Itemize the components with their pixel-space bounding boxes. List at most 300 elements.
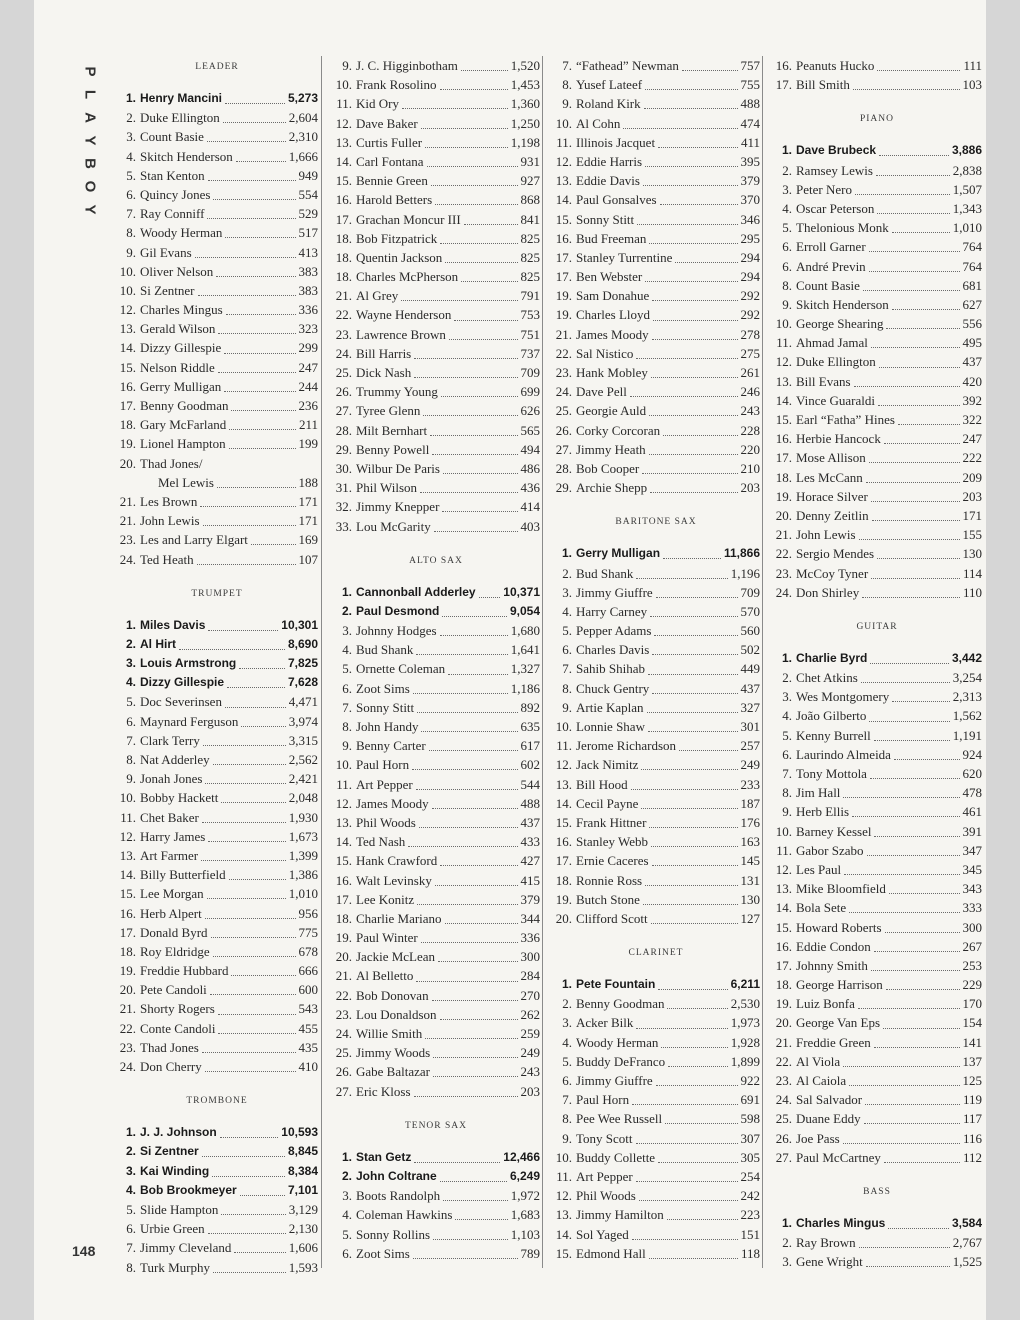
entry-votes: 927 bbox=[520, 173, 540, 189]
entry-rank: 9. bbox=[562, 1130, 572, 1146]
leader-dots bbox=[225, 697, 286, 708]
entry-name: Georgie Auld bbox=[576, 403, 647, 419]
entry-votes: 253 bbox=[962, 957, 982, 973]
leader-dots bbox=[224, 343, 295, 354]
poll-entry bbox=[772, 506, 982, 525]
poll-entry bbox=[772, 879, 982, 898]
entry-rank: 3. bbox=[342, 1188, 352, 1204]
entry-votes: 1,399 bbox=[288, 847, 318, 863]
entry-name: Zoot Sims bbox=[356, 1245, 410, 1261]
leader-dots bbox=[442, 606, 507, 617]
leader-dots bbox=[449, 329, 518, 340]
entry-name: Vince Guaraldi bbox=[796, 392, 875, 408]
entry-votes: 1,525 bbox=[952, 1254, 982, 1270]
entry-rank: 21. bbox=[555, 326, 572, 342]
entry-name: Sahib Shihab bbox=[576, 661, 645, 677]
poll-entry bbox=[116, 338, 318, 357]
leader-dots bbox=[203, 735, 286, 746]
entry-name: Sonny Stitt bbox=[356, 699, 415, 715]
entry-name: Art Farmer bbox=[140, 847, 199, 863]
entry-rank: 24. bbox=[775, 1092, 792, 1108]
entry-name: Paul McCartney bbox=[796, 1149, 881, 1165]
leader-dots bbox=[208, 620, 278, 631]
leader-dots bbox=[217, 477, 296, 488]
poll-entry bbox=[552, 640, 760, 659]
entry-name: Howard Roberts bbox=[796, 919, 882, 935]
entry-votes: 488 bbox=[740, 96, 760, 112]
entry-name: Herbie Hancock bbox=[796, 431, 881, 447]
entry-rank: 6. bbox=[562, 1073, 572, 1088]
leader-dots bbox=[414, 1086, 518, 1097]
entry-rank: 16. bbox=[775, 58, 792, 73]
entry-rank: 13. bbox=[555, 173, 572, 189]
entry-votes: 383 bbox=[298, 282, 318, 298]
entry-rank: 22. bbox=[335, 987, 352, 1003]
entry-votes: 118 bbox=[740, 1245, 760, 1261]
leader-dots bbox=[198, 285, 296, 296]
leader-dots bbox=[440, 625, 508, 636]
entry-votes: 267 bbox=[962, 938, 982, 954]
entry-name: Les McCann bbox=[796, 469, 863, 485]
section-heading: LEADER bbox=[195, 62, 239, 72]
entry-name: Duke Ellington bbox=[796, 354, 876, 370]
entry-name: Al Belletto bbox=[356, 968, 414, 984]
entry-votes: 825 bbox=[520, 249, 540, 265]
poll-entry bbox=[332, 775, 540, 794]
poll-entry bbox=[772, 372, 982, 391]
masthead-letter: O bbox=[81, 180, 99, 193]
entry-name: Al Hirt bbox=[140, 636, 176, 651]
section-heading: TROMBONE bbox=[186, 1096, 248, 1107]
entry-rank: 7. bbox=[782, 766, 792, 781]
poll-entry bbox=[552, 459, 760, 478]
entry-votes: 395 bbox=[740, 153, 760, 169]
leader-dots bbox=[641, 759, 737, 770]
entry-name: Ted Nash bbox=[356, 834, 406, 850]
leader-dots bbox=[412, 759, 517, 770]
entry-name: Pepper Adams bbox=[576, 623, 652, 639]
masthead-letter: B bbox=[81, 158, 99, 169]
entry-name: Dizzy Gillespie bbox=[140, 340, 222, 356]
leader-dots bbox=[867, 845, 960, 856]
entry-votes: 9,054 bbox=[509, 603, 540, 618]
entry-rank: 4. bbox=[126, 148, 136, 164]
entry-name: Bill Smith bbox=[796, 77, 850, 93]
leader-dots bbox=[870, 653, 949, 664]
leader-dots bbox=[861, 672, 950, 683]
entry-rank: 1. bbox=[125, 617, 136, 632]
column-divider bbox=[542, 56, 543, 1268]
section-gap bbox=[772, 602, 982, 616]
poll-entry bbox=[332, 1005, 540, 1024]
entry-votes: 2,310 bbox=[288, 129, 318, 145]
entry-name: Bud Shank bbox=[356, 642, 414, 658]
entry-votes: 170 bbox=[962, 996, 982, 1012]
leader-dots bbox=[208, 170, 296, 181]
entry-rank: 19. bbox=[775, 488, 792, 504]
entry-name: Bud Freeman bbox=[576, 230, 647, 246]
leader-dots bbox=[431, 175, 518, 186]
entry-rank: 4. bbox=[342, 642, 352, 658]
entry-votes: 414 bbox=[520, 499, 540, 515]
entry-votes: 666 bbox=[298, 963, 318, 979]
leader-dots bbox=[874, 941, 960, 952]
entry-rank: 5. bbox=[126, 167, 136, 183]
leader-dots bbox=[652, 644, 737, 655]
entry-name: Jimmy Giuffre bbox=[576, 1073, 653, 1088]
poll-entry bbox=[552, 1129, 760, 1148]
poll-entry bbox=[116, 358, 318, 377]
magazine-page bbox=[34, 0, 986, 1320]
leader-dots bbox=[872, 510, 960, 521]
poll-entry bbox=[332, 890, 540, 909]
leader-dots bbox=[425, 1028, 517, 1039]
leader-dots bbox=[455, 1209, 507, 1220]
leader-dots bbox=[202, 1146, 285, 1157]
entry-name: Kai Winding bbox=[140, 1163, 210, 1178]
poll-entry bbox=[116, 980, 318, 999]
entry-rank: 10. bbox=[555, 719, 572, 734]
entry-rank: 11. bbox=[776, 842, 792, 858]
leader-dots bbox=[432, 990, 518, 1001]
entry-name: Jimmy Woods bbox=[356, 1045, 431, 1061]
entry-rank: 8. bbox=[342, 719, 352, 734]
entry-name: Bill Harris bbox=[356, 345, 412, 361]
poll-entry bbox=[552, 56, 760, 75]
section-gap bbox=[552, 497, 760, 511]
leader-dots bbox=[859, 529, 960, 540]
entry-name: Dick Nash bbox=[356, 365, 412, 380]
entry-rank: 18. bbox=[119, 417, 136, 433]
entry-name: Paul Gonsalves bbox=[576, 192, 657, 208]
entry-name: Lawrence Brown bbox=[356, 326, 446, 342]
entry-name: Don Cherry bbox=[140, 1059, 202, 1074]
entry-votes: 617 bbox=[520, 738, 540, 754]
entry-rank: 15. bbox=[119, 359, 136, 375]
poll-entry bbox=[116, 942, 318, 961]
entry-name: Gerry Mulligan bbox=[576, 546, 661, 561]
poll-entry bbox=[332, 928, 540, 947]
entry-name: Lee Konitz bbox=[356, 891, 415, 907]
entry-rank: 19. bbox=[775, 996, 792, 1012]
poll-entry bbox=[552, 1052, 760, 1071]
poll-entry bbox=[116, 377, 318, 396]
poll-entry bbox=[116, 1123, 318, 1142]
entry-rank: 1. bbox=[125, 1125, 136, 1140]
poll-entry bbox=[552, 736, 760, 755]
entry-votes: 2,530 bbox=[730, 996, 760, 1012]
leader-dots bbox=[417, 894, 517, 905]
leader-dots bbox=[876, 165, 950, 176]
entry-name: Stanley Webb bbox=[576, 834, 649, 850]
entry-votes: 243 bbox=[520, 1064, 540, 1080]
poll-entry bbox=[116, 999, 318, 1018]
poll-entry bbox=[552, 210, 760, 229]
entry-votes: 699 bbox=[520, 384, 540, 400]
entry-rank: 27. bbox=[775, 1149, 792, 1165]
entry-rank: 5. bbox=[562, 623, 572, 639]
leader-dots bbox=[645, 156, 737, 167]
entry-name: Woody Herman bbox=[576, 1034, 659, 1050]
poll-entry bbox=[772, 391, 982, 410]
entry-name: Charles Mingus bbox=[140, 302, 223, 318]
entry-name: Bennie Green bbox=[356, 173, 428, 189]
entry-votes: 171 bbox=[962, 507, 982, 523]
entry-votes: 392 bbox=[962, 392, 982, 408]
entry-votes: 284 bbox=[520, 968, 540, 984]
poll-entry bbox=[116, 530, 318, 549]
poll-entry bbox=[332, 909, 540, 928]
leader-dots bbox=[844, 864, 959, 875]
poll-entry bbox=[552, 344, 760, 363]
entry-votes: 1,198 bbox=[510, 134, 540, 150]
entry-rank: 2. bbox=[341, 1168, 352, 1183]
entry-rank: 14. bbox=[335, 153, 352, 169]
entry-votes: 5,273 bbox=[287, 91, 318, 105]
poll-entry bbox=[552, 851, 760, 870]
entry-votes: 3,584 bbox=[951, 1215, 982, 1230]
entry-name: Thad Jones/ bbox=[140, 455, 203, 471]
entry-rank: 21. bbox=[335, 968, 352, 984]
leader-dots bbox=[223, 112, 286, 123]
entry-name: Dave Baker bbox=[356, 115, 418, 131]
leader-dots bbox=[213, 946, 296, 957]
poll-entry bbox=[332, 947, 540, 966]
leader-dots bbox=[448, 664, 508, 675]
leader-dots bbox=[432, 798, 518, 809]
poll-entry bbox=[116, 204, 318, 223]
entry-rank: 6. bbox=[126, 1221, 136, 1237]
entry-name: Edmond Hall bbox=[576, 1245, 646, 1261]
entry-name: João Gilberto bbox=[796, 708, 867, 724]
poll-entry bbox=[552, 832, 760, 851]
entry-name: Gabor Szabo bbox=[796, 842, 864, 858]
entry-name: Gerry Mulligan bbox=[140, 378, 222, 394]
poll-entry bbox=[332, 1167, 540, 1186]
leader-dots bbox=[425, 137, 508, 148]
entry-votes: 789 bbox=[520, 1245, 540, 1261]
entry-rank: 22. bbox=[555, 345, 572, 361]
entry-votes: 1,972 bbox=[510, 1188, 540, 1204]
entry-rank: 15. bbox=[555, 211, 572, 227]
entry-name: Gabe Baltazar bbox=[356, 1064, 430, 1080]
leader-dots bbox=[892, 222, 950, 233]
entry-rank: 3. bbox=[125, 1163, 136, 1178]
entry-rank: 5. bbox=[126, 694, 136, 710]
leader-dots bbox=[888, 1218, 949, 1229]
entry-votes: 379 bbox=[740, 173, 760, 189]
entry-name: Jimmy Hamilton bbox=[576, 1207, 664, 1223]
entry-votes: 307 bbox=[740, 1130, 760, 1146]
leader-dots bbox=[658, 979, 727, 990]
leader-dots bbox=[862, 587, 960, 598]
entry-name: Harry Carney bbox=[576, 603, 648, 619]
leader-dots bbox=[649, 1248, 738, 1259]
leader-dots bbox=[416, 971, 517, 982]
entry-rank: 2. bbox=[782, 162, 792, 178]
leader-dots bbox=[636, 1018, 727, 1029]
poll-entry bbox=[116, 904, 318, 923]
entry-rank: 8. bbox=[126, 752, 136, 767]
entry-votes: 130 bbox=[962, 546, 982, 562]
entry-rank: 10. bbox=[775, 823, 792, 839]
leader-dots bbox=[874, 730, 950, 741]
entry-name: Bud Shank bbox=[576, 565, 634, 581]
entry-rank: 27. bbox=[335, 403, 352, 419]
entry-rank: 6. bbox=[126, 713, 136, 729]
entry-rank: 20. bbox=[119, 455, 136, 471]
entry-name: Luiz Bonfa bbox=[796, 996, 855, 1012]
entry-rank: 26. bbox=[335, 384, 352, 400]
entry-rank: 17. bbox=[335, 891, 352, 907]
masthead-letter: Y bbox=[81, 204, 99, 215]
entry-rank: 16. bbox=[335, 872, 352, 888]
poll-entry bbox=[772, 295, 982, 314]
leader-dots bbox=[221, 1204, 285, 1215]
entry-rank: 6. bbox=[562, 642, 572, 658]
entry-name: Tony Mottola bbox=[796, 766, 867, 781]
entry-votes: 1,641 bbox=[510, 642, 540, 658]
masthead-letter: L bbox=[81, 89, 99, 100]
entry-name: Ted Heath bbox=[140, 551, 194, 567]
entry-votes: 3,254 bbox=[952, 670, 982, 686]
leader-dots bbox=[877, 203, 949, 214]
column-4 bbox=[768, 56, 986, 1272]
entry-rank: 13. bbox=[119, 847, 136, 863]
entry-name: Mose Allison bbox=[796, 450, 866, 466]
poll-entry bbox=[116, 492, 318, 511]
leader-dots bbox=[645, 875, 737, 886]
section-gap bbox=[772, 1167, 982, 1181]
entry-name: Archie Shepp bbox=[576, 480, 648, 496]
poll-entry bbox=[332, 344, 540, 363]
poll-entry bbox=[772, 898, 982, 917]
entry-name: Lionel Hampton bbox=[140, 436, 226, 452]
leader-dots bbox=[421, 118, 508, 129]
entry-votes: 1,973 bbox=[730, 1015, 760, 1031]
entry-name: Clark Terry bbox=[140, 732, 200, 748]
entry-rank: 14. bbox=[555, 795, 572, 811]
poll-entry bbox=[332, 114, 540, 133]
entry-rank: 16. bbox=[775, 431, 792, 447]
leader-dots bbox=[667, 998, 727, 1009]
entry-rank: 15. bbox=[555, 1245, 572, 1261]
entry-name: Bob Donovan bbox=[356, 987, 429, 1003]
entry-votes: 1,386 bbox=[288, 867, 318, 883]
entry-rank: 12. bbox=[775, 354, 792, 370]
entry-rank: 17. bbox=[555, 853, 572, 869]
entry-name: Don Shirley bbox=[796, 584, 860, 600]
poll-entry bbox=[772, 649, 982, 668]
entry-votes: 764 bbox=[962, 239, 982, 255]
entry-name: Nat Adderley bbox=[140, 752, 210, 767]
entry-votes: 461 bbox=[962, 804, 982, 820]
entry-votes: 494 bbox=[520, 441, 540, 457]
leader-dots bbox=[639, 1190, 738, 1201]
entry-votes: 2,562 bbox=[288, 752, 318, 767]
entry-votes: 163 bbox=[740, 834, 760, 850]
leader-dots bbox=[866, 472, 960, 483]
poll-entry bbox=[116, 319, 318, 338]
entry-name: Eddie Condon bbox=[796, 938, 871, 954]
entry-votes: 295 bbox=[740, 230, 760, 246]
entry-votes: 327 bbox=[740, 699, 760, 715]
leader-dots bbox=[416, 779, 518, 790]
leader-dots bbox=[229, 869, 286, 880]
entry-votes: 228 bbox=[740, 422, 760, 438]
poll-entry bbox=[772, 1233, 982, 1252]
entry-rank: 20. bbox=[119, 982, 136, 998]
entry-votes: 247 bbox=[962, 431, 982, 447]
section-heading: GUITAR bbox=[856, 621, 898, 632]
entry-name: Jonah Jones bbox=[140, 771, 203, 787]
entry-votes: 922 bbox=[740, 1073, 760, 1088]
entry-votes: 892 bbox=[520, 699, 540, 715]
leader-dots bbox=[642, 463, 737, 474]
entry-name: Illinois Jacquet bbox=[576, 134, 656, 150]
entry-rank: 23. bbox=[335, 1006, 352, 1022]
poll-entry bbox=[116, 827, 318, 846]
column-divider bbox=[321, 56, 322, 1268]
poll-entry bbox=[772, 783, 982, 802]
entry-name: Louis Armstrong bbox=[140, 656, 237, 671]
entry-rank: 13. bbox=[555, 776, 572, 792]
poll-entry bbox=[332, 305, 540, 324]
entry-rank: 1. bbox=[781, 143, 792, 158]
entry-rank: 18. bbox=[335, 249, 352, 265]
leader-dots bbox=[854, 376, 960, 387]
entry-votes: 151 bbox=[740, 1226, 760, 1242]
entry-rank: 20. bbox=[775, 1015, 792, 1031]
entry-rank: 11. bbox=[556, 738, 572, 754]
entry-votes: 347 bbox=[962, 842, 982, 858]
poll-entry bbox=[332, 698, 540, 717]
leader-dots bbox=[218, 362, 296, 373]
entry-name: Walt Levinsky bbox=[356, 872, 432, 888]
entry-rank: 4. bbox=[125, 1182, 136, 1197]
entry-name: Curtis Fuller bbox=[356, 134, 423, 150]
entry-name: Johnny Hodges bbox=[356, 623, 437, 639]
poll-entry bbox=[552, 363, 760, 382]
entry-name: Bill Hood bbox=[576, 776, 628, 792]
entry-rank: 15. bbox=[555, 814, 572, 830]
entry-rank: 28. bbox=[335, 422, 352, 438]
entry-name: Skitch Henderson bbox=[796, 296, 889, 312]
entry-rank: 22. bbox=[335, 307, 352, 323]
entry-rank: 19. bbox=[555, 891, 572, 907]
entry-votes: 3,442 bbox=[951, 650, 982, 665]
entry-rank: 4. bbox=[562, 1034, 572, 1050]
entry-name: Ornette Coleman bbox=[356, 661, 446, 677]
entry-votes: 437 bbox=[740, 680, 760, 696]
entry-rank: 1. bbox=[781, 1215, 792, 1230]
entry-rank: 23. bbox=[119, 532, 136, 548]
entry-name: Charles Lloyd bbox=[576, 307, 651, 323]
entry-name: André Previn bbox=[796, 258, 866, 274]
entry-votes: 825 bbox=[520, 269, 540, 285]
entry-name: Yusef Lateef bbox=[576, 77, 643, 93]
entry-votes: 709 bbox=[520, 365, 540, 380]
leader-dots bbox=[644, 98, 738, 109]
entry-rank: 31. bbox=[335, 480, 352, 496]
leader-dots bbox=[225, 93, 285, 104]
entry-rank: 16. bbox=[119, 905, 136, 921]
leader-dots bbox=[637, 214, 737, 225]
entry-votes: 242 bbox=[740, 1188, 760, 1204]
poll-entry bbox=[552, 267, 760, 286]
entry-rank: 18. bbox=[335, 230, 352, 246]
poll-entry bbox=[552, 621, 760, 640]
